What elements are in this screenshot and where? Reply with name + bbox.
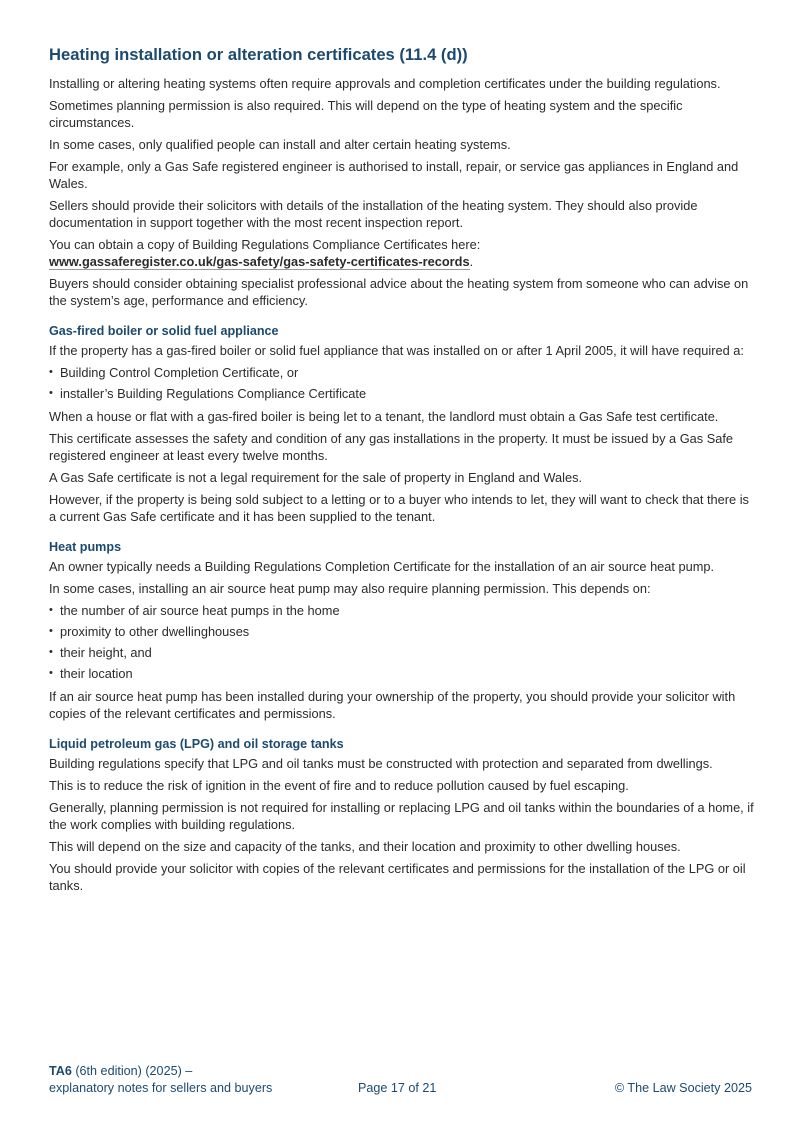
gas-paragraph: When a house or flat with a gas-fired boiler is being let to a tenant, the landlord must obtain a Gas Safe test certificate. (49, 409, 719, 424)
page-title: Heating installation or alteration certificates (11.4 (d)) (49, 45, 468, 64)
heat-pumps-criteria-list (49, 602, 759, 682)
list-item: • proximity to other dwellinghouses (49, 623, 759, 640)
heat-pumps-paragraph: An owner typically needs a Building Regulations Completion Certificate for the installation of an air source heat pump. (49, 559, 715, 574)
buyers-advice-paragraph: Buyers should consider obtaining specialist professional advice about the heating system from someone who can advise on the system’s age, performance and efficiency. (49, 276, 749, 308)
section-heading-heat-pumps: Heat pumps (49, 540, 122, 554)
gas-lead-paragraph: If the property has a gas-fired boiler or solid fuel appliance that was installed on or after 1 April 2005, it will have required a: (49, 343, 744, 358)
list-item: • the number of air source heat pumps in the home (49, 602, 759, 619)
intro-paragraph: Sellers should provide their solicitors with details of the installation of the heating system. They should also provide documentation in support together with the most recent inspection report. (49, 198, 698, 230)
intro-paragraph: For example, only a Gas Safe registered engineer is authorised to install, repair, or service gas appliances in England and Wales. (49, 159, 739, 191)
section-heading-gas-fired-boiler: Gas-fired boiler or solid fuel appliance (49, 324, 279, 338)
intro-paragraph: Sometimes planning permission is also required. This will depend on the type of heating system and the specific circumstances. (49, 98, 683, 130)
gas-paragraph: A Gas Safe certificate is not a legal requirement for the sale of property in England and Wales. (49, 470, 583, 485)
list-item: • their location (49, 665, 759, 682)
heat-pumps-paragraph: In some cases, installing an air source heat pump may also require planning permission. This depends on: (49, 581, 651, 596)
footer-subtitle: explanatory notes for sellers and buyers (49, 1081, 273, 1095)
list-item: • their height, and (49, 644, 759, 661)
intro-paragraph: In some cases, only qualified people can install and alter certain heating systems. (49, 137, 511, 152)
heat-pumps-closing-paragraph: If an air source heat pump has been installed during your ownership of the property, you should provide your solicitor with copies of the relevant certificates and permissions. (49, 689, 736, 721)
lpg-paragraph: Building regulations specify that LPG and oil tanks must be constructed with protection and separated from dwellings. (49, 756, 713, 771)
gas-paragraph: However, if the property is being sold subject to a letting or to a buyer who intends to let, they will want to check that there is a current Gas Safe certificate and it has been supplied to the tenant. (49, 492, 749, 524)
footer-document-code: TA6 (49, 1064, 72, 1078)
footer-document-info (49, 1063, 272, 1097)
list-item: • Building Control Completion Certificate, or (49, 364, 759, 381)
lpg-paragraph: You should provide your solicitor with copies of the relevant certificates and permissions for the installation of the LPG or oil tanks. (49, 861, 746, 893)
gas-certificate-list (49, 364, 759, 402)
section-heading-lpg-oil-tanks: Liquid petroleum gas (LPG) and oil storage tanks (49, 737, 344, 751)
gas-paragraph: This certificate assesses the safety and condition of any gas installations in the property. It must be issued by a Gas Safe registered engineer at least every twelve months. (49, 431, 734, 463)
footer-copyright: © The Law Society 2025 (614, 1081, 752, 1095)
page-content (49, 44, 759, 899)
lpg-paragraph: Generally, planning permission is not required for installing or replacing LPG and oil tanks within the boundaries of a home, if the work complies with building regulations. (49, 800, 754, 832)
gas-safe-register-link[interactable]: www.gassaferegister.co.uk/gas-safety/gas-safety-certificates-records (49, 254, 470, 269)
lpg-paragraph: This is to reduce the risk of ignition in the event of fire and to reduce pollution caused by fuel escaping. (49, 778, 629, 793)
footer-page-number: Page 17 of 21 (358, 1081, 437, 1095)
intro-paragraph: Installing or altering heating systems often require approvals and completion certificates under the building regulations. (49, 76, 721, 91)
list-item: • installer’s Building Regulations Compliance Certificate (49, 385, 759, 402)
link-trailing-period: . (469, 254, 474, 269)
certificate-copy-text: You can obtain a copy of Building Regulations Compliance Certificates here: (49, 237, 481, 252)
lpg-paragraph: This will depend on the size and capacity of the tanks, and their location and proximity to other dwelling houses. (49, 839, 681, 854)
certificate-copy-paragraph (49, 236, 759, 270)
footer-edition: (6th edition) (2025) – (75, 1064, 193, 1078)
